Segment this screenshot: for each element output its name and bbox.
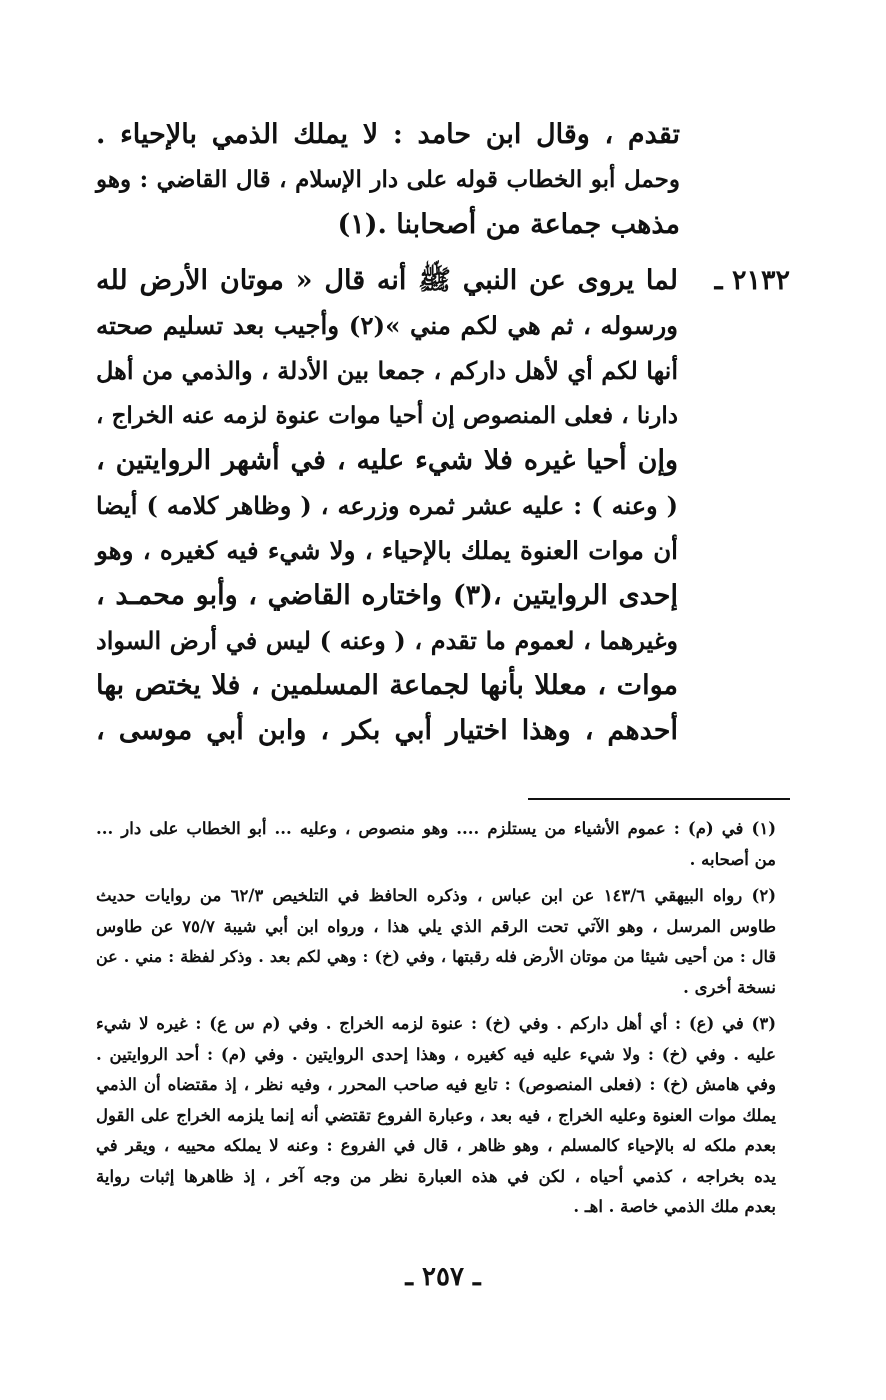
entry-number: ٢١٣٢ ـ bbox=[714, 265, 790, 296]
footnote-1 bbox=[96, 814, 776, 875]
text-line: إحدى الروايتين ،(٣) واختاره القاضي ، وأبو محمـد ، bbox=[96, 580, 678, 611]
text-line: أحدهم ، وهذا اختيار أبي بكر ، وابن أبي موسى ، bbox=[96, 715, 678, 746]
footnote-line: (٢) رواه البيهقي ١٤٣/٦ عن ابن عباس ، وذكره الحافظ في التلخيص ٦٢/٣ من روايات حديث bbox=[96, 886, 776, 905]
footnote-3 bbox=[96, 1009, 776, 1223]
text-line: ( وعنه ) : عليه عشر ثمره وزرعه ، ( وظاهر كلامه ) أيضا bbox=[96, 491, 678, 520]
footnote-line: عليه . وفي (خ) : ولا شيء عليه فيه كغيره ، وهذا إحدى الروايتين . وفي (م) : أحد الروايتين . bbox=[96, 1044, 776, 1064]
footnote-line: من أصحابه . bbox=[689, 849, 776, 869]
text-line: مذهب جماعة من أصحابنا .(١) bbox=[337, 209, 680, 240]
footnote-line: (٣) في (ع) : أي أهل داركم . وفي (خ) : عنوة لزمه الخراج . وفي (م س ع) : غيره لا شيء bbox=[96, 1014, 776, 1033]
text-line: موات ، معللا بأنها لجماعة المسلمين ، فلا يختص بها bbox=[96, 670, 678, 701]
footnote-line: (١) في (م) : عموم الأشياء من يستلزم .... وهو منصوص ، وعليه ... أبو الخطاب على دار ... bbox=[96, 819, 776, 838]
footnote-line: نسخة أخرى . bbox=[683, 977, 776, 997]
footnote-line: وفي هامش (خ) : (فعلى المنصوص) : تابع فيه صاحب المحرر ، وفيه نظر ، إذ مقتضاه أن الذمي bbox=[96, 1075, 776, 1094]
footnote-divider bbox=[528, 798, 790, 800]
text-line: أنها لكم أي لأهل داركم ، جمعا بين الأدلة ، والذمي من أهل bbox=[96, 356, 678, 385]
text-line: دارنا ، فعلى المنصوص إن أحيا موات عنوة لزمه عنه الخراج ، bbox=[96, 402, 678, 429]
text-line: وإن أحيا غيره فلا شيء عليه ، في أشهر الروايتين ، bbox=[96, 445, 678, 476]
footnote-line: يملك موات العنوة وعليه الخراج ، فيه بعد ، وعبارة الفروع تقتضي أنه إنما يلزمه الخراج على القول bbox=[96, 1105, 776, 1125]
footnote-line: يده بخراجه ، كذمي أحياه ، لكن في هذه العبارة نظر من وجه آخر ، إذ ظاهرها إثبات رواية bbox=[96, 1166, 776, 1186]
footnote-line: بعدم ملك الذمي خاصة . اهـ . bbox=[573, 1197, 776, 1216]
text-line: لما يروى عن النبي ﷺ أنه قال « موتان الأرض لله bbox=[96, 265, 678, 296]
text-line: تقدم ، وقال ابن حامد : لا يملك الذمي بالإحياء . bbox=[96, 119, 680, 150]
text-line: أن موات العنوة يملك بالإحياء ، ولا شيء فيه كغيره ، وهو bbox=[96, 536, 678, 565]
entry-text bbox=[96, 258, 678, 753]
footnote-line: قال : من أحيى شيئا من موتان الأرض فله رقبتها ، وفي (خ) : وهي لكم بعد . وذكر لفظة : مني . عن bbox=[96, 947, 777, 966]
text-line: ورسوله ، ثم هي لكم مني »(٢) وأجيب بعد تسليم صحته bbox=[96, 311, 679, 340]
footnotes bbox=[96, 814, 776, 1223]
footnote-2 bbox=[96, 881, 776, 1003]
intro-paragraph bbox=[96, 112, 680, 247]
footnote-line: بعدم ملكه له بالإحياء كالمسلم ، وهو ظاهر ، قال في الفروع : وعنه لا يملكه محييه ، ويقر في bbox=[96, 1136, 776, 1155]
text-line: وحمل أبو الخطاب قوله على دار الإسلام ، قال القاضي : وهو bbox=[96, 166, 680, 193]
page-number: ـ ٢٥٧ ـ bbox=[405, 1262, 481, 1292]
footnote-line: طاوس المرسل ، وهو الآتي تحت الرقم الذي يلي هذا ، ورواه ابن أبي شيبة ٧٥/٧ عن طاوس bbox=[96, 916, 777, 936]
text-line: وغيرهما ، لعموم ما تقدم ، ( وعنه ) ليس في أرض السواد bbox=[96, 626, 678, 655]
